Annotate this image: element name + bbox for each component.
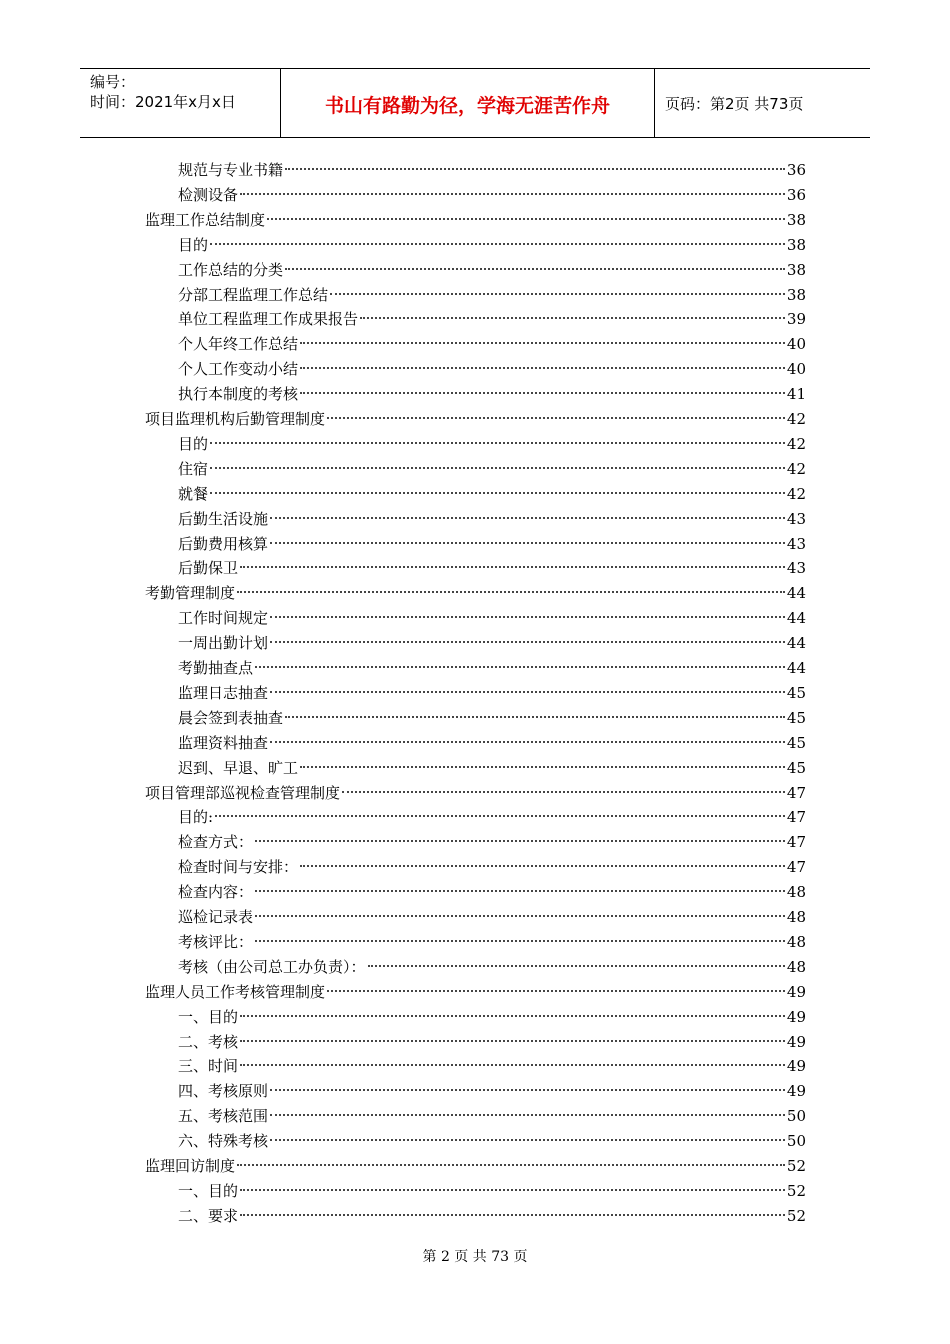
toc-entry-page-number: 47 <box>786 808 806 827</box>
toc-entry-page-number: 39 <box>786 310 806 329</box>
header-motto-cell <box>281 69 655 137</box>
toc-dot-leader <box>270 691 785 693</box>
toc-entry-title: 考核（由公司总工办负责）： <box>178 957 366 976</box>
toc-subsection-entry[interactable] <box>178 907 806 927</box>
toc-entry-page-number: 43 <box>786 509 806 528</box>
toc-entry-page-number: 36 <box>786 185 806 204</box>
toc-entry-title: 后勤生活设施 <box>178 509 269 528</box>
toc-entry-title: 个人年终工作总结 <box>178 335 299 354</box>
toc-dot-leader <box>327 990 785 992</box>
toc-entry-title: 监理资料抽查 <box>178 733 269 752</box>
toc-subsection-entry[interactable] <box>178 484 806 504</box>
toc-entry-page-number: 47 <box>786 858 806 877</box>
toc-entry-page-number: 42 <box>786 459 806 478</box>
toc-dot-leader <box>270 741 785 743</box>
toc-subsection-entry[interactable] <box>178 285 806 305</box>
toc-entry-page-number: 50 <box>786 1107 806 1126</box>
toc-entry-title: 后勤保卫 <box>178 559 239 578</box>
toc-entry-title: 目的 <box>178 235 209 254</box>
toc-entry-title: 检测设备 <box>178 185 239 204</box>
toc-entry-title: 一、目的 <box>178 1181 239 1200</box>
toc-entry-page-number: 44 <box>786 609 806 628</box>
toc-section-entry[interactable] <box>145 409 806 429</box>
toc-entry-title: 个人工作变动小结 <box>178 360 299 379</box>
toc-dot-leader <box>300 766 785 768</box>
toc-subsection-entry[interactable] <box>178 758 806 778</box>
toc-subsection-entry[interactable] <box>178 633 806 653</box>
toc-entry-page-number: 41 <box>786 385 806 404</box>
toc-subsection-entry[interactable] <box>178 1131 806 1151</box>
toc-dot-leader <box>240 1015 785 1017</box>
toc-entry-title: 项目监理机构后勤管理制度 <box>145 410 326 428</box>
toc-entry-page-number: 45 <box>786 708 806 727</box>
toc-dot-leader <box>360 317 785 319</box>
toc-entry-page-number: 47 <box>786 833 806 852</box>
toc-entry-page-number: 40 <box>786 360 806 379</box>
toc-entry-title: 规范与专业书籍 <box>178 161 284 179</box>
toc-entry-page-number: 42 <box>786 410 806 428</box>
toc-subsection-entry[interactable] <box>178 932 806 952</box>
toc-entry-title: 一周出勤计划 <box>178 634 269 653</box>
toc-dot-leader <box>210 442 785 444</box>
page-code: 页码：第2页 共73页 <box>665 95 804 113</box>
toc-entry-page-number: 47 <box>786 783 806 802</box>
toc-subsection-entry[interactable] <box>178 882 806 902</box>
motto-text: 书山有路勤为径，学海无涯苦作舟 <box>324 95 610 117</box>
toc-entry-title: 执行本制度的考核 <box>178 385 299 404</box>
toc-dot-leader <box>255 915 785 917</box>
toc-entry-page-number: 48 <box>786 908 806 926</box>
toc-subsection-entry[interactable] <box>178 1206 806 1226</box>
toc-subsection-entry[interactable] <box>178 1106 806 1126</box>
toc-entry-title: 巡检记录表 <box>178 908 254 926</box>
toc-dot-leader <box>215 815 785 817</box>
toc-entry-page-number: 43 <box>786 534 806 553</box>
toc-entry-title: 监理回访制度 <box>145 1157 236 1175</box>
toc-dot-leader <box>270 542 785 544</box>
toc-entry-title: 目的: <box>178 808 214 827</box>
toc-entry-page-number: 52 <box>786 1157 806 1175</box>
toc-entry-title: 迟到、早退、旷工 <box>178 758 299 777</box>
toc-subsection-entry[interactable] <box>178 1081 806 1101</box>
toc-dot-leader <box>300 392 785 394</box>
toc-entry-page-number: 52 <box>786 1181 806 1200</box>
toc-dot-leader <box>267 218 785 220</box>
toc-entry-title: 目的 <box>178 434 209 453</box>
toc-dot-leader <box>255 840 785 842</box>
toc-entry-title: 工作时间规定 <box>178 609 269 628</box>
toc-entry-page-number: 45 <box>786 683 806 702</box>
toc-entry-page-number: 49 <box>786 1082 806 1101</box>
toc-entry-title: 四、考核原则 <box>178 1082 269 1101</box>
toc-entry-title: 监理日志抽查 <box>178 683 269 702</box>
toc-section-entry[interactable] <box>145 583 806 603</box>
toc-entry-page-number: 43 <box>786 559 806 578</box>
toc-dot-leader <box>240 1040 785 1042</box>
toc-entry-title: 检查内容： <box>178 883 254 902</box>
toc-subsection-entry[interactable] <box>178 733 806 753</box>
toc-dot-leader <box>270 1139 785 1141</box>
toc-subsection-entry[interactable] <box>178 185 806 205</box>
toc-entry-page-number: 50 <box>786 1132 806 1151</box>
toc-section-entry[interactable] <box>145 1156 806 1176</box>
toc-entry-page-number: 44 <box>786 659 806 677</box>
toc-entry-page-number: 48 <box>786 883 806 902</box>
toc-entry-page-number: 38 <box>786 285 806 304</box>
toc-dot-leader <box>270 1089 785 1091</box>
toc-subsection-entry[interactable] <box>178 857 806 877</box>
toc-subsection-entry[interactable] <box>178 334 806 354</box>
toc-dot-leader <box>255 666 785 668</box>
toc-entry-title: 检查时间与安排： <box>178 858 299 877</box>
toc-subsection-entry[interactable] <box>178 459 806 479</box>
toc-dot-leader <box>300 342 785 344</box>
toc-dot-leader <box>270 616 785 618</box>
toc-entry-page-number: 38 <box>786 210 806 229</box>
toc-subsection-entry[interactable] <box>178 534 806 554</box>
toc-dot-leader <box>270 641 785 643</box>
toc-subsection-entry[interactable] <box>178 683 806 703</box>
toc-entry-page-number: 44 <box>786 584 806 603</box>
toc-subsection-entry[interactable] <box>178 708 806 728</box>
toc-subsection-entry[interactable] <box>178 1032 806 1052</box>
toc-dot-leader <box>368 965 785 967</box>
toc-dot-leader <box>240 193 785 195</box>
toc-dot-leader <box>210 492 785 494</box>
toc-dot-leader <box>255 890 785 892</box>
toc-entry-page-number: 42 <box>786 484 806 503</box>
toc-entry-title: 检查方式： <box>178 833 254 852</box>
toc-entry-title: 三、时间 <box>178 1057 239 1076</box>
toc-entry-title: 五、考核范围 <box>178 1107 269 1126</box>
toc-entry-title: 监理工作总结制度 <box>145 210 266 229</box>
toc-entry-title: 就餐 <box>178 484 209 503</box>
toc-entry-title: 分部工程监理工作总结 <box>178 285 329 304</box>
page-header <box>80 68 870 138</box>
toc-subsection-entry[interactable] <box>178 434 806 454</box>
toc-entry-page-number: 45 <box>786 733 806 752</box>
toc-subsection-entry[interactable] <box>178 1007 806 1027</box>
toc-subsection-entry[interactable] <box>178 309 806 329</box>
toc-entry-page-number: 48 <box>786 957 806 976</box>
toc-entry-title: 晨会签到表抽查 <box>178 708 284 727</box>
toc-entry-title: 二、要求 <box>178 1206 239 1225</box>
toc-subsection-entry[interactable] <box>178 384 806 404</box>
toc-entry-page-number: 49 <box>786 982 806 1001</box>
toc-entry-page-number: 42 <box>786 434 806 453</box>
toc-dot-leader <box>270 517 785 519</box>
toc-entry-title: 工作总结的分类 <box>178 260 284 279</box>
toc-subsection-entry[interactable] <box>178 160 806 180</box>
toc-section-entry[interactable] <box>145 982 806 1002</box>
toc-dot-leader <box>210 467 785 469</box>
toc-subsection-entry[interactable] <box>178 832 806 852</box>
toc-subsection-entry[interactable] <box>178 235 806 255</box>
toc-entry-title: 项目管理部巡视检查管理制度 <box>145 783 341 802</box>
toc-subsection-entry[interactable] <box>178 807 806 827</box>
toc-dot-leader <box>330 293 785 295</box>
toc-dot-leader <box>285 716 785 718</box>
toc-dot-leader <box>300 367 785 369</box>
toc-section-entry[interactable] <box>145 783 806 803</box>
toc-entry-title: 一、目的 <box>178 1007 239 1026</box>
toc-subsection-entry[interactable] <box>178 509 806 529</box>
toc-entry-page-number: 49 <box>786 1032 806 1051</box>
toc-entry-title: 二、考核 <box>178 1032 239 1051</box>
toc-entry-title: 监理人员工作考核管理制度 <box>145 982 326 1001</box>
toc-entry-page-number: 44 <box>786 634 806 653</box>
toc-entry-title: 后勤费用核算 <box>178 534 269 553</box>
toc-dot-leader <box>285 268 785 270</box>
toc-entry-page-number: 45 <box>786 758 806 777</box>
toc-entry-title: 考勤管理制度 <box>145 584 236 603</box>
toc-dot-leader <box>210 243 785 245</box>
toc-entry-title: 六、特殊考核 <box>178 1132 269 1151</box>
toc-subsection-entry[interactable] <box>178 1056 806 1076</box>
header-page-cell <box>655 69 870 137</box>
page-footer: 第 2 页 共 73 页 <box>422 1249 528 1265</box>
toc-subsection-entry[interactable] <box>178 1181 806 1201</box>
toc-dot-leader <box>342 791 785 793</box>
toc-dot-leader <box>240 1064 785 1066</box>
toc-dot-leader <box>240 566 785 568</box>
toc-entry-page-number: 48 <box>786 932 806 951</box>
toc-entry-page-number: 38 <box>786 260 806 279</box>
toc-dot-leader <box>240 1214 785 1216</box>
toc-dot-leader <box>237 1164 785 1166</box>
toc-dot-leader <box>237 591 785 593</box>
toc-section-entry[interactable] <box>145 210 806 230</box>
toc-dot-leader <box>285 168 785 170</box>
toc-dot-leader <box>270 1114 785 1116</box>
toc-entry-page-number: 38 <box>786 235 806 254</box>
toc-entry-title: 考核评比： <box>178 932 254 951</box>
toc-entry-page-number: 49 <box>786 1057 806 1076</box>
toc-dot-leader <box>255 940 785 942</box>
toc-subsection-entry[interactable] <box>178 260 806 280</box>
toc-entry-page-number: 40 <box>786 335 806 354</box>
toc-entry-page-number: 36 <box>786 161 806 179</box>
document-number-label: 编号： <box>90 73 136 91</box>
toc-entry-title: 住宿 <box>178 459 209 478</box>
toc-dot-leader <box>327 417 785 419</box>
toc-subsection-entry[interactable] <box>178 658 806 678</box>
toc-dot-leader <box>240 1189 785 1191</box>
document-date: 时间：2021年x月x日 <box>90 93 236 111</box>
toc-entry-title: 单位工程监理工作成果报告 <box>178 310 359 329</box>
toc-subsection-entry[interactable] <box>178 558 806 578</box>
toc-entry-title: 考勤抽查点 <box>178 659 254 677</box>
toc-entry-page-number: 49 <box>786 1007 806 1026</box>
toc-dot-leader <box>300 865 785 867</box>
toc-subsection-entry[interactable] <box>178 957 806 977</box>
header-meta-cell <box>80 69 281 137</box>
toc-subsection-entry[interactable] <box>178 359 806 379</box>
toc-entry-page-number: 52 <box>786 1206 806 1225</box>
toc-subsection-entry[interactable] <box>178 608 806 628</box>
